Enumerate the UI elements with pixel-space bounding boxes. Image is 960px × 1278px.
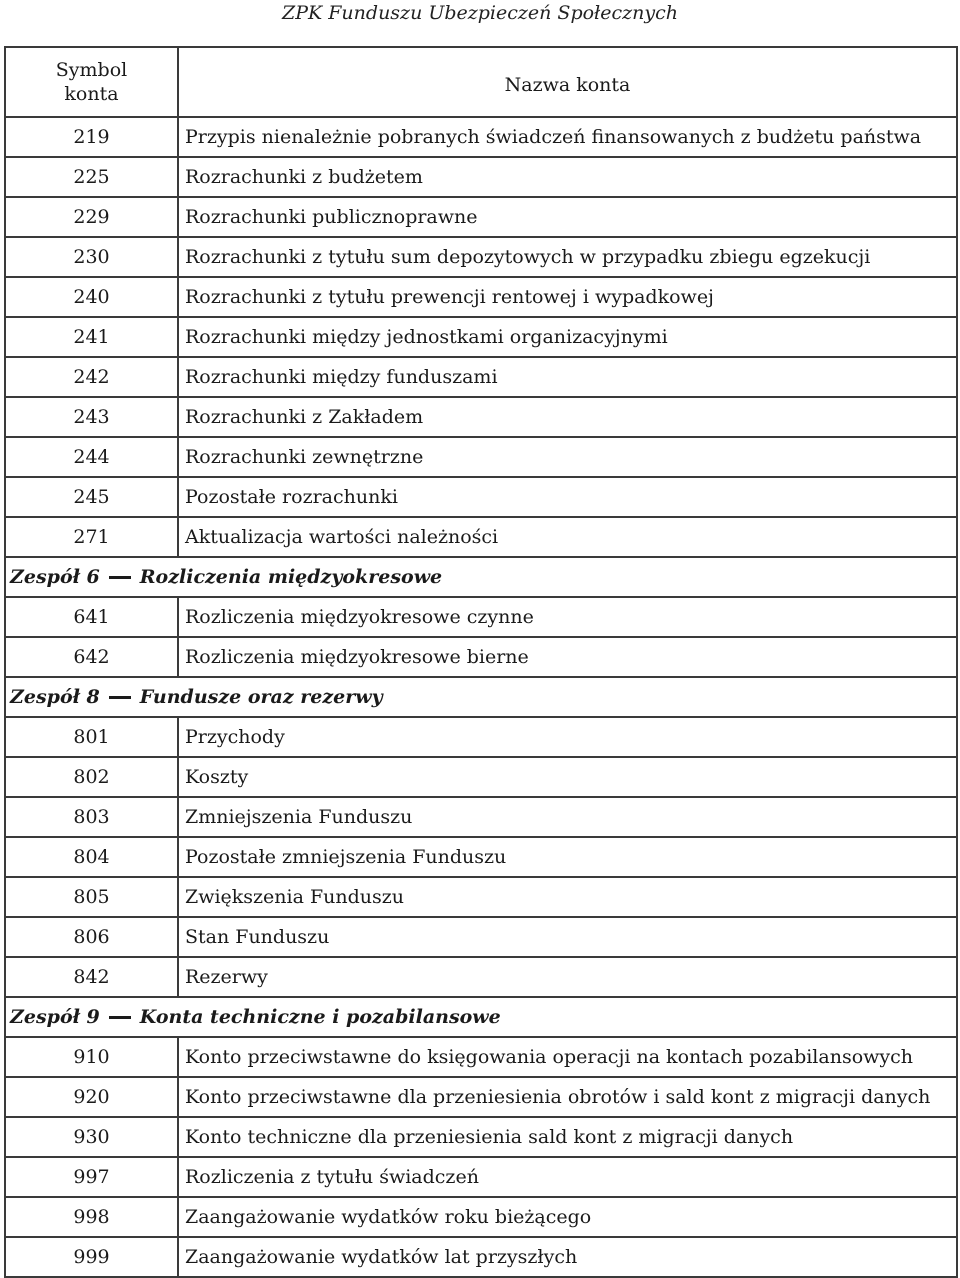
table-row (5, 837, 957, 877)
account-name: Rozliczenia międzyokresowe czynne (178, 597, 957, 637)
account-name: Zaangażowanie wydatków roku bieżącego (178, 1197, 957, 1237)
table-row (5, 357, 957, 397)
table-row (5, 957, 957, 997)
account-name: Rozrachunki z budżetem (178, 157, 957, 197)
table-row (5, 477, 957, 517)
table-row (5, 317, 957, 357)
account-code: 930 (5, 1117, 178, 1157)
account-code: 805 (5, 877, 178, 917)
table-row (5, 1117, 957, 1157)
group-title: Fundusze oraz rezerwy (139, 686, 383, 708)
account-name: Zwiększenia Funduszu (178, 877, 957, 917)
table-row (5, 157, 957, 197)
account-code: 642 (5, 637, 178, 677)
table-row (5, 397, 957, 437)
account-code: 998 (5, 1197, 178, 1237)
account-name: Konto przeciwstawne do księgowania operacji na kontach pozabilansowych (178, 1037, 957, 1077)
account-name: Konto przeciwstawne dla przeniesienia obrotów i sald kont z migracji danych (178, 1077, 957, 1117)
group-title: Konta techniczne i pozabilansowe (139, 1006, 501, 1028)
running-header-title: ZPK Funduszu Ubezpieczeń Społecznych (282, 2, 678, 24)
account-code: 243 (5, 397, 178, 437)
account-code: 997 (5, 1157, 178, 1197)
column-header-symbol-line2: konta (64, 83, 119, 105)
table-row (5, 237, 957, 277)
table-row (5, 717, 957, 757)
column-header-name: Nazwa konta (178, 47, 957, 117)
column-header-symbol-line1: Symbol (55, 59, 128, 81)
group-prefix: Zespół 6 (10, 566, 100, 588)
table-row (5, 917, 957, 957)
account-name: Rozrachunki z tytułu prewencji rentowej i wypadkowej (178, 277, 957, 317)
account-code: 244 (5, 437, 178, 477)
em-dash-separator (109, 1016, 131, 1019)
table-row (5, 277, 957, 317)
account-code: 230 (5, 237, 178, 277)
table-row (5, 637, 957, 677)
account-code: 920 (5, 1077, 178, 1117)
account-code: 271 (5, 517, 178, 557)
table-row (5, 1197, 957, 1237)
group-heading (5, 557, 957, 597)
account-code: 245 (5, 477, 178, 517)
group-prefix: Zespół 9 (10, 1006, 100, 1028)
group-heading (5, 677, 957, 717)
account-name: Rozrachunki między funduszami (178, 357, 957, 397)
account-name: Pozostałe rozrachunki (178, 477, 957, 517)
account-name: Koszty (178, 757, 957, 797)
group-title: Rozliczenia międzyokresowe (139, 566, 443, 588)
account-name: Zaangażowanie wydatków lat przyszłych (178, 1237, 957, 1277)
account-code: 242 (5, 357, 178, 397)
account-code: 219 (5, 117, 178, 157)
account-code: 806 (5, 917, 178, 957)
table-row (5, 1157, 957, 1197)
account-name: Rezerwy (178, 957, 957, 997)
group-header-row (5, 557, 957, 597)
account-name: Rozrachunki zewnętrzne (178, 437, 957, 477)
account-name: Rozrachunki publicznoprawne (178, 197, 957, 237)
table-row (5, 597, 957, 637)
table-row (5, 757, 957, 797)
account-code: 802 (5, 757, 178, 797)
table-row (5, 1037, 957, 1077)
account-code: 842 (5, 957, 178, 997)
table-row (5, 1237, 957, 1277)
account-code: 804 (5, 837, 178, 877)
account-name: Pozostałe zmniejszenia Funduszu (178, 837, 957, 877)
account-name: Aktualizacja wartości należności (178, 517, 957, 557)
table-row (5, 517, 957, 557)
em-dash-separator (109, 696, 131, 699)
table-row (5, 197, 957, 237)
account-name: Rozrachunki z Zakładem (178, 397, 957, 437)
account-code: 801 (5, 717, 178, 757)
account-code: 803 (5, 797, 178, 837)
account-name: Rozliczenia międzyokresowe bierne (178, 637, 957, 677)
group-heading (5, 997, 957, 1037)
accounts-table (4, 46, 958, 1278)
table-row (5, 437, 957, 477)
account-code: 241 (5, 317, 178, 357)
group-header-row (5, 677, 957, 717)
column-header-symbol (5, 47, 178, 117)
table-row (5, 117, 957, 157)
account-code: 910 (5, 1037, 178, 1077)
group-header-row (5, 997, 957, 1037)
account-name: Przypis nienależnie pobranych świadczeń finansowanych z budżetu państwa (178, 117, 957, 157)
account-name: Rozrachunki z tytułu sum depozytowych w przypadku zbiegu egzekucji (178, 237, 957, 277)
account-name: Zmniejszenia Funduszu (178, 797, 957, 837)
account-name: Konto techniczne dla przeniesienia sald kont z migracji danych (178, 1117, 957, 1157)
em-dash-separator (109, 576, 131, 579)
account-name: Rozrachunki między jednostkami organizacyjnymi (178, 317, 957, 357)
account-code: 225 (5, 157, 178, 197)
account-name: Rozliczenia z tytułu świadczeń (178, 1157, 957, 1197)
table-row (5, 877, 957, 917)
account-name: Stan Funduszu (178, 917, 957, 957)
account-code: 641 (5, 597, 178, 637)
table-row (5, 1077, 957, 1117)
account-code: 999 (5, 1237, 178, 1277)
table-row (5, 797, 957, 837)
account-name: Przychody (178, 717, 957, 757)
account-code: 229 (5, 197, 178, 237)
group-prefix: Zespół 8 (10, 686, 100, 708)
account-code: 240 (5, 277, 178, 317)
